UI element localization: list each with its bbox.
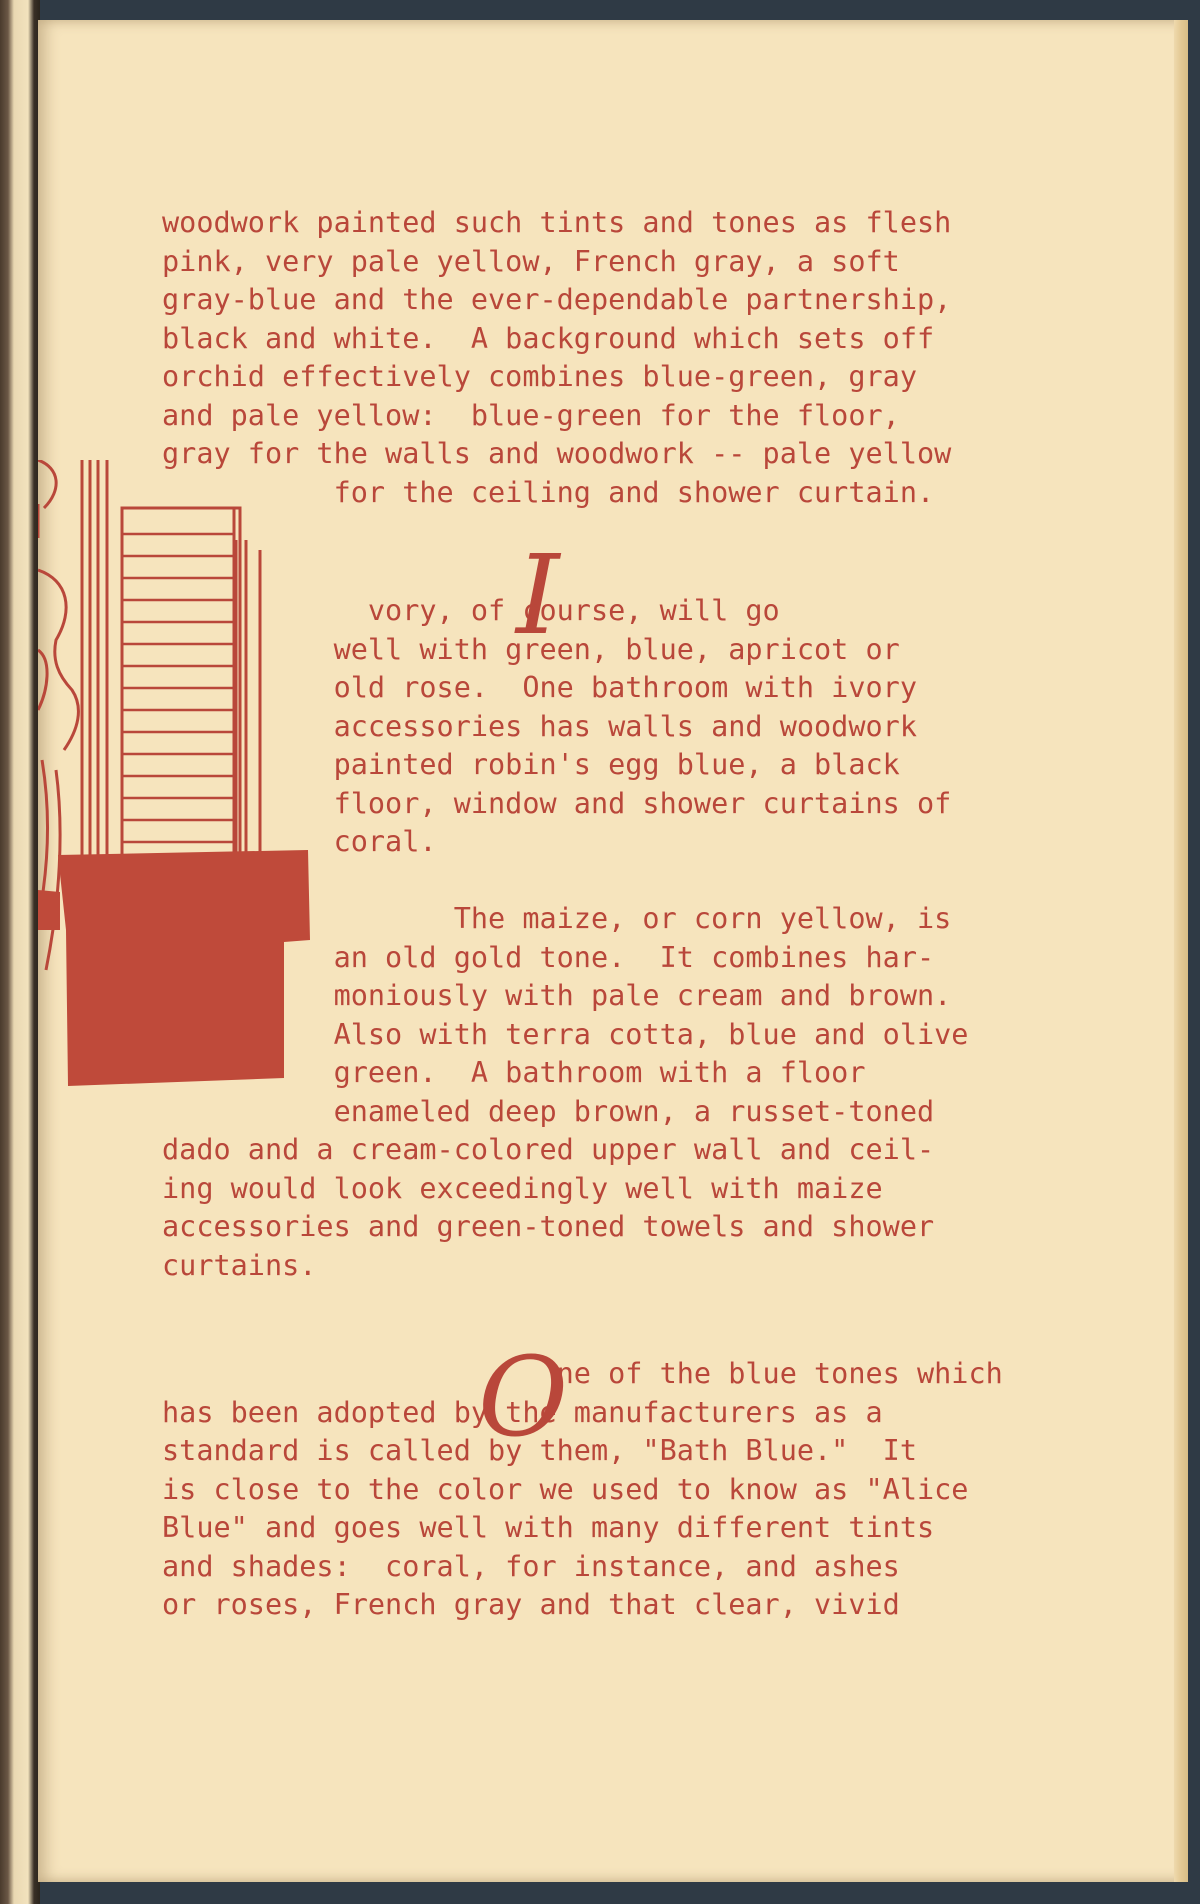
page-edge <box>1174 20 1188 1882</box>
paragraph-2: vory, of course, will go well with green, blue, apricot or old rose. One bathroom with ivory accessories has walls and woodwork painted robin's egg blue, a black floor, window and shower curtains of coral. The maize, or corn yellow, is an old gold tone. It combines har- moniously with pale cream and brown. Also with terra cotta, blue and olive green. A bathroom with a floor enameled deep brown, a russet-toned dado and a cream-colored upper wall and ceil- ing would look exceedingly well with maize accessories and green-toned towels and shower curtains. <box>162 594 969 1282</box>
drop-cap-i: I <box>516 531 560 659</box>
drop-cap-o: O <box>478 1333 569 1461</box>
paragraph-1: woodwork painted such tints and tones as flesh pink, very pale yellow, French gray, a soft gray-blue and the ever-dependable partnership, black and white. A background which sets off orchid effectively combines blue-green, gray and pale yellow: blue-green for the floor, gray for the walls and woodwork -- pale yellow for the ceiling and shower curtain. <box>162 206 952 509</box>
paragraph-3: ne of the blue tones which has been adopted by the manufacturers as a standard is called by them, "Bath Blue." It is close to the color we used to know as "Alice Blue" and goes well with many different tints and shades: coral, for instance, and ashes or roses, French gray and that clear, vivid <box>162 1357 1003 1621</box>
book-spine <box>0 0 40 1904</box>
book-page <box>38 20 1188 1882</box>
